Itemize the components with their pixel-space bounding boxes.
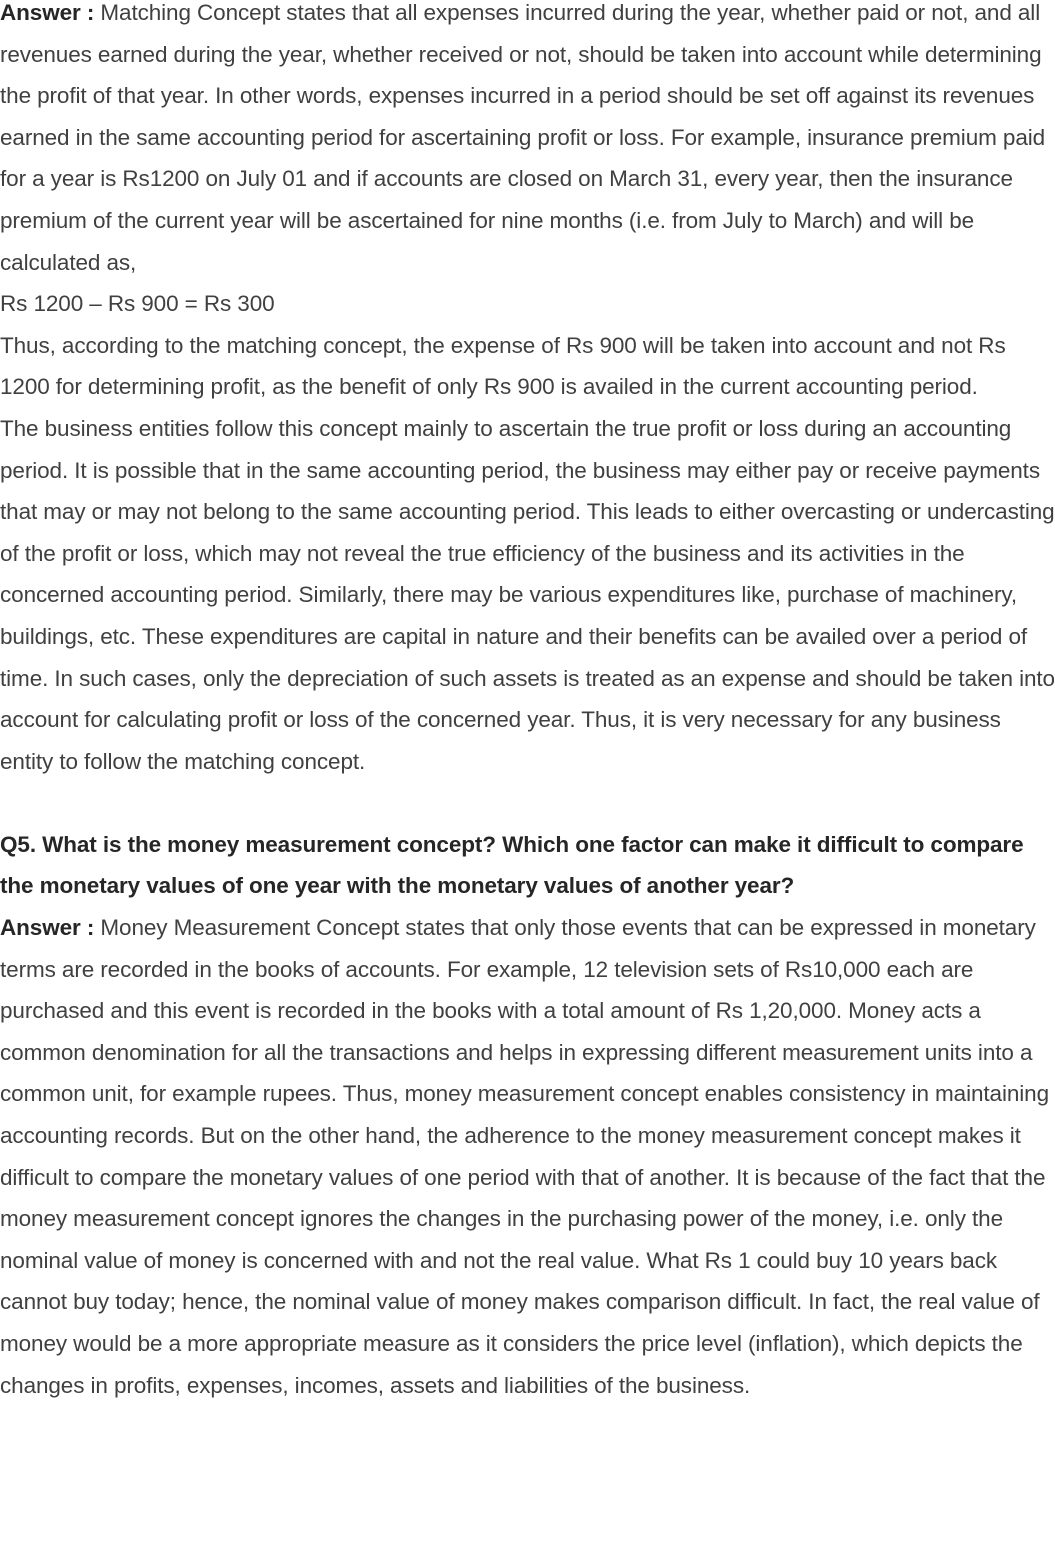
answer-paragraph-3: The business entities follow this concept mainly to ascertain the true profit or loss during an accounting period. It is possible that in the same accounting period, the business may either pay or receive payments that may or may not belong to the same accounting period. This leads to either overcasting or undercasting of the profit or loss, which may not reveal the true efficiency of the business and its activities in the concerned accounting period. Similarly, there may be various expenditures like, purchase of machinery, buildings, etc. These expenditures are capital in nature and their benefits can be availed over a period of time. In such cases, only the depreciation of such assets is treated as an expense and should be taken into account for calculating profit or loss of the concerned year. Thus, it is very necessary for any business entity to follow the matching concept. <box>0 415 1055 774</box>
answer-label: Answer : <box>0 0 95 25</box>
answer-paragraph-money-measurement <box>0 907 1055 1406</box>
answer-paragraph-matching-concept <box>0 0 1055 283</box>
answer-label: Answer : <box>0 915 95 941</box>
answer-text: Matching Concept states that all expenses incurred during the year, whether paid or not, and all revenues earned during the year, whether received or not, should be taken into account while determining the profit of that year. In other words, expenses incurred in a period should be set off against its revenues earned in the same accounting period for ascertaining profit or loss. For example, insurance premium paid for a year is Rs1200 on July 01 and if accounts are closed on March 31, every year, then the insurance premium of the current year will be ascertained for nine months (i.e. from July to March) and will be calculated as, <box>0 0 1046 275</box>
answer-paragraph-2: Thus, according to the matching concept, the expense of Rs 900 will be taken into account and not Rs 1200 for determining profit, as the benefit of only Rs 900 is availed in the current accounting period. <box>0 332 1006 400</box>
question-5-heading: Q5. What is the money measurement concept? Which one factor can make it difficult to compare the monetary values of one year with the monetary values of another year? <box>0 831 1024 899</box>
formula-line: Rs 1200 – Rs 900 = Rs 300 <box>0 291 275 317</box>
answer-text: Money Measurement Concept states that only those events that can be expressed in monetary terms are recorded in the books of accounts. For example, 12 television sets of Rs10,000 each are purchased and this event is recorded in the books with a total amount of Rs 1,20,000. Money acts a common denomination for all the transactions and helps in expressing different measurement units into a common unit, for example rupees. Thus, money measurement concept enables consistency in maintaining accounting records. But on the other hand, the adherence to the money measurement concept makes it difficult to compare the monetary values of one period with that of another. It is because of the fact that the money measurement concept ignores the changes in the purchasing power of the money, i.e. only the nominal value of money is concerned with and not the real value. What Rs 1 could buy 10 years back cannot buy today; hence, the nominal value of money makes comparison difficult. In fact, the real value of money would be a more appropriate measure as it considers the price level (inflation), which depicts the changes in profits, expenses, incomes, assets and liabilities of the business. <box>0 915 1049 1398</box>
